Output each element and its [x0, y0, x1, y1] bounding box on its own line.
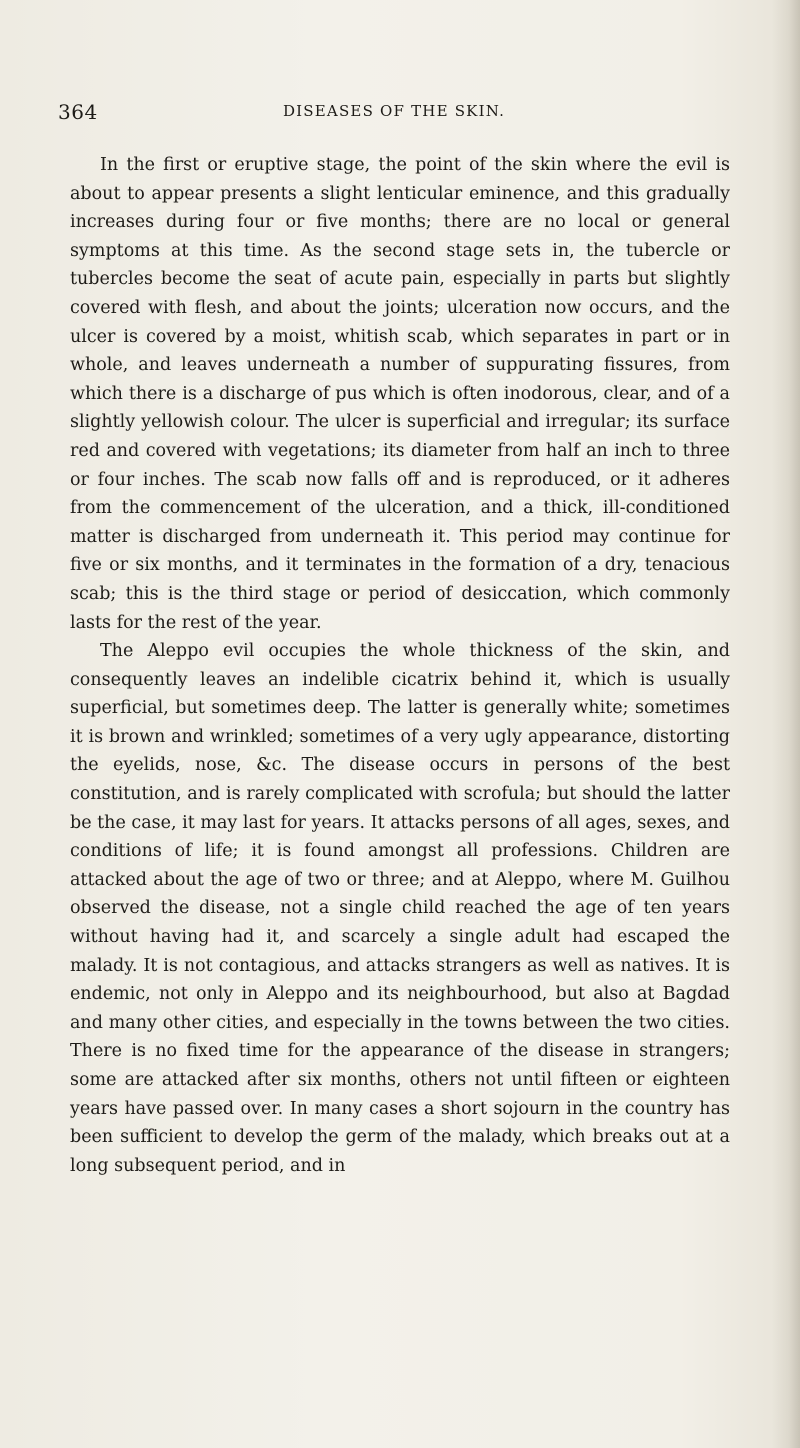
page-header [58, 100, 730, 130]
page-edge-shadow [772, 0, 800, 1448]
paragraph: In the first or eruptive stage, the point of the skin where the evil is about to appear presents a slight lenticular eminence, and this gradually increases during four or five months; there are no local or general symptoms at this time. As the second stage sets in, the tubercle or tubercles become the seat of acute pain, especially in parts but slightly covered with flesh, and about the joints; ulceration now occurs, and the ulcer is covered by a moist, whitish scab, which separates in part or in whole, and leaves underneath a number of suppurating fissures, from which there is a discharge of pus which is often inodorous, clear, and of a slightly yellowish colour. The ulcer is superficial and irregular; its surface red and covered with vegetations; its diameter from half an inch to three or four inches. The scab now falls off and is reproduced, or it adheres from the commencement of the ulceration, and a thick, ill-conditioned matter is discharged from underneath it. This period may continue for five or six months, and it terminates in the formation of a dry, tenacious scab; this is the third stage or period of desiccation, which commonly lasts for the rest of the year. [70, 155, 730, 633]
body-text [70, 151, 730, 1180]
running-head: DISEASES OF THE SKIN. [282, 102, 506, 120]
page-number: 364 [58, 100, 98, 124]
paragraph: The Aleppo evil occupies the whole thickness of the skin, and consequently leaves an indelible cicatrix behind it, which is usually superficial, but sometimes deep. The latter is generally white; sometimes it is brown and wrinkled; sometimes of a very ugly appearance, distorting the eyelids, nose, &c. The disease occurs in persons of the best constitution, and is rarely complicated with scrofula; but should the latter be the case, it may last for years. It attacks persons of all ages, sexes, and conditions of life; it is found amongst all professions. Children are attacked about the age of two or three; and at Aleppo, where M. Guilhou observed the disease, not a single child reached the age of ten years without having had it, and scarcely a single adult had escaped the malady. It is not contagious, and attacks strangers as well as natives. It is endemic, not only in Aleppo and its neighbourhood, but also at Bagdad and many other cities, and especially in the towns between the two cities. There is no fixed time for the appearance of the disease in strangers; some are attacked after six months, others not until fifteen or eighteen years have passed over. In many cases a short sojourn in the country has been sufficient to develop the germ of the malady, which breaks out at a long subsequent period, and in [70, 641, 730, 1176]
